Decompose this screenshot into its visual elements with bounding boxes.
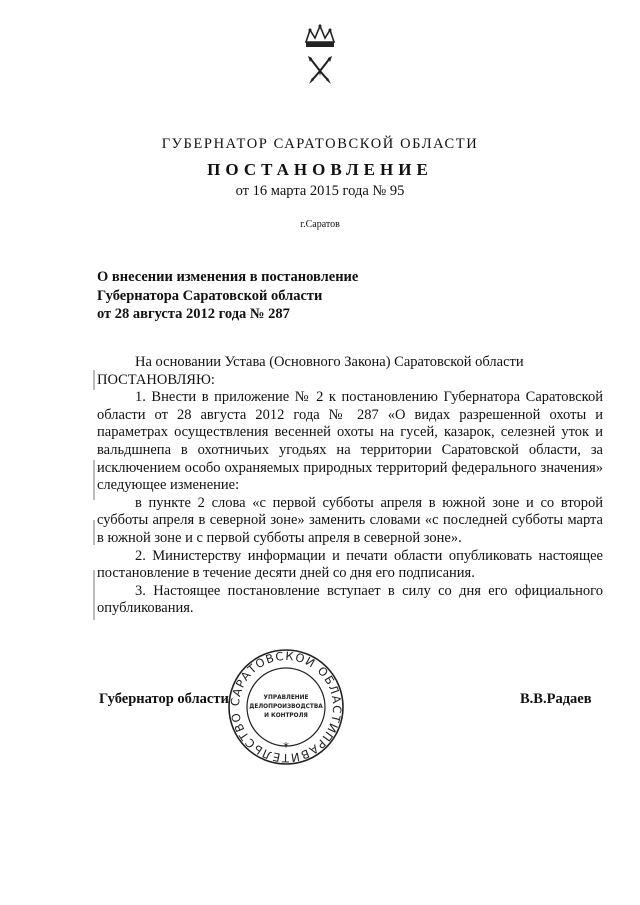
document-city: г.Саратов	[300, 219, 340, 230]
signature-position: Губернатор области	[99, 691, 229, 707]
document-type-title: ПОСТАНОВЛЕНИЕ	[207, 160, 433, 179]
official-stamp	[226, 647, 346, 767]
stamp-center-line-1: УПРАВЛЕНИЕ	[263, 695, 309, 701]
item-1-paragraph: 1. Внести в приложение № 2 к постановлению Губернатора Саратовской области от 28 августа 2012 года № 287 «О видах разрешенной охоты и параметрах осуществления весенней охоты на гусей, казарок, селезней уток и вальдшнепа в охотничьих угодьях на территории Саратовской области, за исключением особо охраняемых природных территорий федерального значения» следующее изменение:	[97, 389, 603, 494]
intro-paragraph: На основании Устава (Основного Закона) Саратовской области	[135, 354, 524, 370]
governor-heading: ГУБЕРНАТОР САРАТОВСКОЙ ОБЛАСТИ	[161, 136, 479, 152]
decree-word: ПОСТАНОВЛЯЮ:	[97, 371, 215, 388]
scan-margin-marks	[93, 370, 97, 620]
subject-line-2: Губернатора Саратовской области	[97, 287, 323, 304]
item-2-paragraph: 2. Министерству информации и печати области опубликовать настоящее постановление в течение десяти дней со дня его подписания.	[97, 547, 603, 582]
stamp-ring-text: ПРАВИТЕЛЬСТВО САРАТОВСКОЙ ОБЛАСТИ	[227, 648, 345, 766]
document-date-number: от 16 марта 2015 года № 95	[235, 183, 405, 199]
stamp-center-line-2: ДЕЛОПРОИЗВОДСТВА	[249, 704, 323, 710]
subject-line-1: О внесении изменения в постановление	[97, 269, 359, 285]
document-subject	[97, 268, 358, 324]
coat-of-arms-emblem	[290, 22, 350, 92]
subject-line-3: от 28 августа 2012 года № 287	[97, 306, 290, 322]
item-1-detail-paragraph: в пункте 2 слова «с первой субботы апреля в южной зоне и со второй субботы апреля в северной зоне» заменить словами «с последней субботы марта в южной зоне и с первой субботы апреля в северной зоне».	[97, 494, 603, 546]
document-body	[97, 354, 603, 618]
signature-name: В.В.Радаев	[520, 691, 592, 707]
stamp-star-icon: *	[283, 740, 289, 754]
stamp-center-line-3: И КОНТРОЛЯ	[264, 713, 308, 719]
item-3-paragraph: 3. Настоящее постановление вступает в силу со дня его официального опубликования.	[97, 582, 603, 617]
